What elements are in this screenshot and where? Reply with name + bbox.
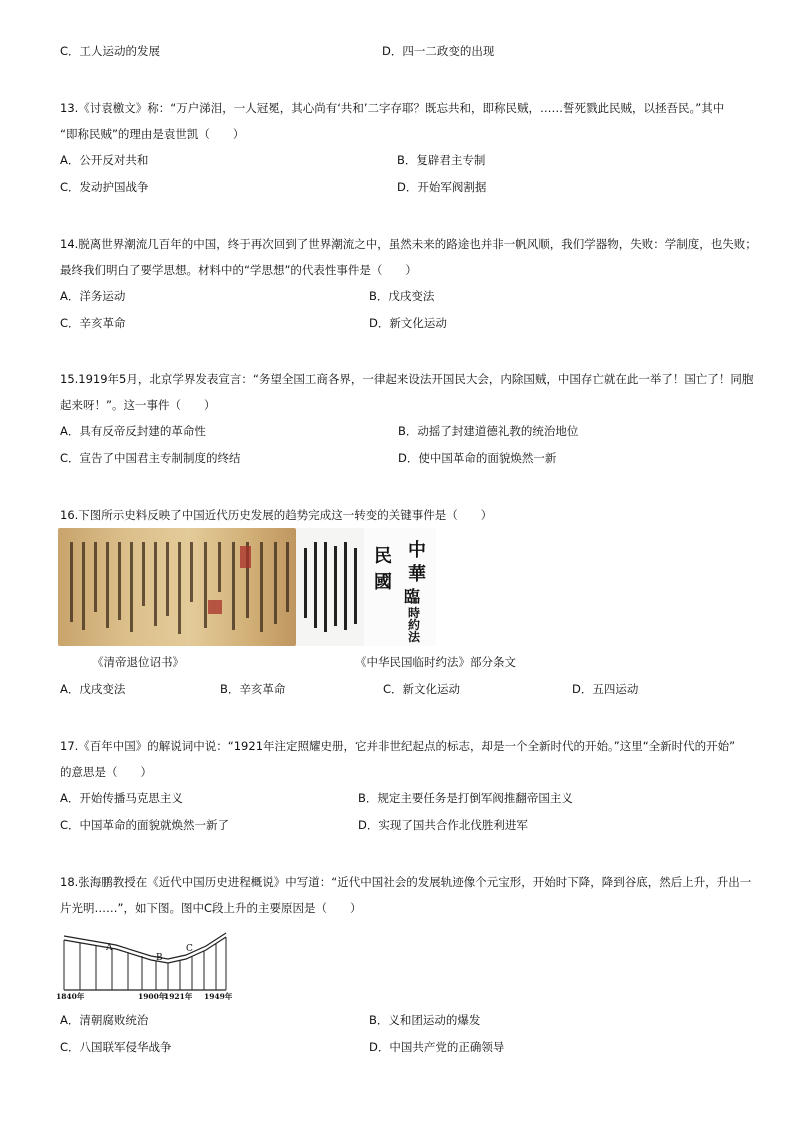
q15-option-c: C．宣告了中国君主专制制度的终结 <box>60 451 241 465</box>
q14-stem-line2: 最终我们明白了要学思想。材料中的“学思想”的代表性事件是（ ） <box>60 263 417 277</box>
q14-option-a: A．洋务运动 <box>60 289 126 303</box>
title-glyph-5: 臨 <box>404 587 421 606</box>
q15-stem-line1: 15.1919年5月，北京学界发表宣言：“务望全国工商各界，一律起来设法开国民大会，内除国贼，中国存亡就在此一举了！国亡了！同胞 <box>60 372 754 386</box>
q13-option-b: B．复辟君主专制 <box>397 153 486 167</box>
q15-option-d: D．使中国革命的面貌焕然一新 <box>398 451 557 465</box>
q13-option-d: D．开始军阀割据 <box>397 180 487 194</box>
q17-option-d: D．实现了国共合作北伐胜利进军 <box>358 818 528 832</box>
x-tick-1840: 1840年 <box>56 992 85 1001</box>
q14-option-c: C．辛亥革命 <box>60 316 126 330</box>
q18-option-a: A．清朝腐败统治 <box>60 1013 149 1027</box>
q18-option-d: D．中国共产党的正确领导 <box>369 1040 505 1054</box>
x-tick-1949: 1949年 <box>204 992 233 1001</box>
q15-stem-line2: 起来呀！”。这一事件（ ） <box>60 398 216 412</box>
title-glyph-8: 法 <box>408 630 421 644</box>
yuanbao-trend-chart <box>56 928 236 1002</box>
title-glyph-6: 時 <box>408 606 421 620</box>
q17-stem-line2: 的意思是（ ） <box>60 765 152 779</box>
q14-option-b: B．戊戌变法 <box>369 289 435 303</box>
x-tick-1900: 1900年 <box>138 992 167 1001</box>
q17-option-c: C．中国革命的面貌就焕然一新了 <box>60 818 230 832</box>
q13-option-a: A．公开反对共和 <box>60 153 149 167</box>
q14-stem-line1: 14.脱离世界潮流几百年的中国，终于再次回到了世界潮流之中，虽然未来的路途也并非一帆风顺，我们学器物，失败：学制度，也失败； <box>60 237 757 251</box>
q18-stem-line2: 片光明……”，如下图。图中C段上升的主要原因是（ ） <box>60 901 362 915</box>
segment-label-c: C <box>186 944 193 954</box>
q17-option-a: A．开始传播马克思主义 <box>60 791 183 805</box>
q17-option-b: B．规定主要任务是打倒军阀推翻帝国主义 <box>358 791 573 805</box>
q13-stem-line2: “即称民贼”的理由是袁世凯（ ） <box>60 127 245 141</box>
q16-option-b: B．辛亥革命 <box>220 682 286 696</box>
title-glyph-4: 國 <box>374 572 392 593</box>
q15-option-b: B．动摇了封建道德礼教的统治地位 <box>398 424 579 438</box>
q15-option-a: A．具有反帝反封建的革命性 <box>60 424 206 438</box>
segment-label-b: B <box>156 953 163 963</box>
trend-line-upper <box>64 933 226 959</box>
title-glyph-2: 華 <box>408 564 426 585</box>
q13-stem-line1: 13.《讨袁檄文》称：“万户涕泪，一人冠冕，其心尚有‘共和’二字存耶？既忘共和，即称民贼，……誓死戮此民贼，以拯吾民。”其中 <box>60 101 725 115</box>
x-tick-1921: 1921年 <box>164 992 193 1001</box>
q18-option-b: B．义和团运动的爆发 <box>369 1013 481 1027</box>
title-glyph-3: 民 <box>374 546 392 567</box>
q14-option-d: D．新文化运动 <box>369 316 447 330</box>
q16-stem: 16.下图所示史料反映了中国近代历史发展的趋势完成这一转变的关键事件是（ ） <box>60 508 493 522</box>
q18-option-c: C．八国联军侵华战争 <box>60 1040 172 1054</box>
title-glyph-1: 中 <box>408 540 426 561</box>
q16-option-c: C．新文化运动 <box>383 682 461 696</box>
q17-stem-line1: 17.《百年中国》的解说词中说：“1921年注定照耀史册，它并非世纪起点的标志，却是一个全新时代的开始。”这里“全新时代的开始” <box>60 739 736 753</box>
q12-option-c: C．工人运动的发展 <box>60 44 161 58</box>
segment-label-a: A <box>106 943 113 953</box>
q16-option-d: D．五四运动 <box>572 682 639 696</box>
provisional-constitution-page-image <box>296 528 364 646</box>
provisional-constitution-title-image <box>364 528 436 646</box>
trend-line-lower <box>64 937 226 963</box>
qing-abdication-edict-image <box>58 528 296 646</box>
title-glyph-7: 約 <box>408 618 421 632</box>
q13-option-c: C．发动护国战争 <box>60 180 149 194</box>
q12-option-d: D．四一二政变的出现 <box>382 44 495 58</box>
chart-verticals <box>64 937 226 990</box>
q16-option-a: A．戊戌变法 <box>60 682 126 696</box>
q16-caption-right: 《中华民国临时约法》部分条文 <box>355 655 516 669</box>
q18-stem-line1: 18.张海鹏教授在《近代中国历史进程概说》中写道：“近代中国社会的发展轨迹像个元宝形，开始时下降，降到谷底，然后上升，升出一 <box>60 875 752 889</box>
q16-caption-left: 《清帝退位诏书》 <box>92 655 184 669</box>
